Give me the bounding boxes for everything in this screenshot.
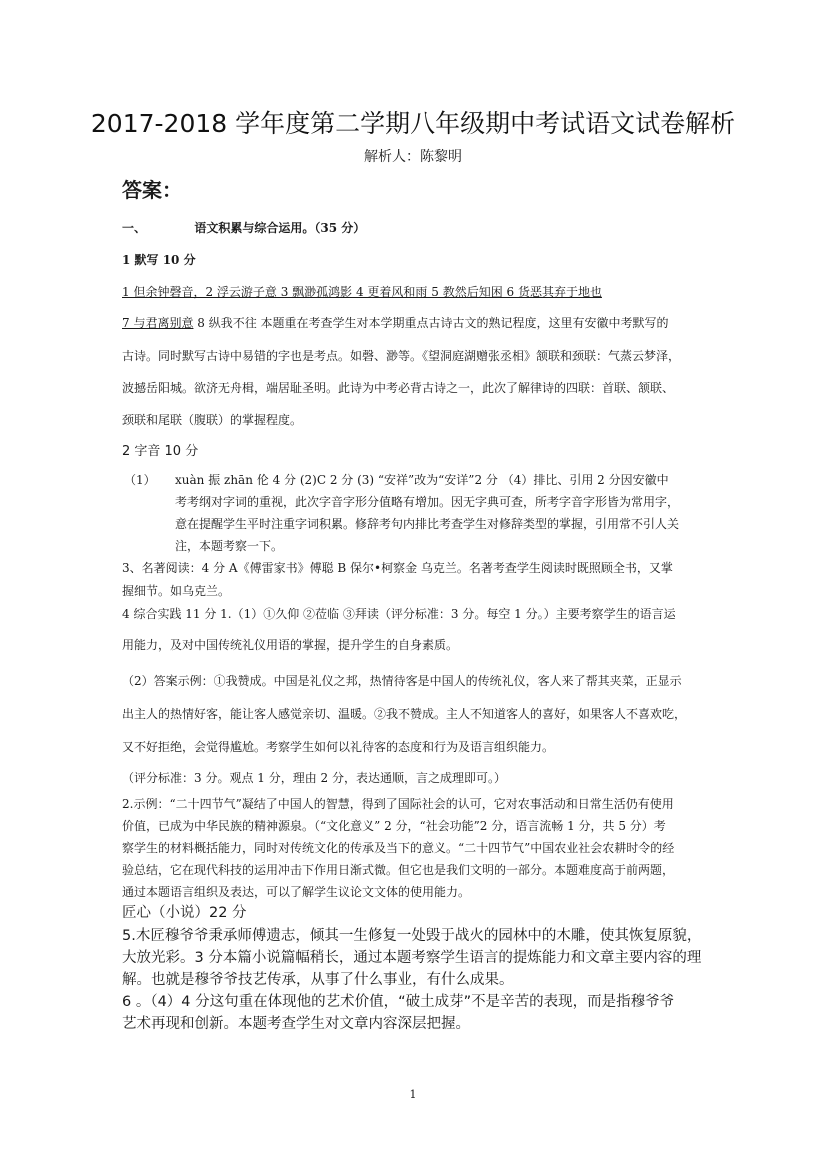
q2-heading: 2 字音 10 分 bbox=[122, 444, 199, 459]
section-heading bbox=[122, 220, 712, 236]
q6-line-1: 6 。（4）4 分这句重在体现他的艺术价值，“破土成芽”不是辛苦的表现，而是指穆爷爷 bbox=[122, 994, 675, 1010]
q1-heading: 1 默写 10 分 bbox=[122, 253, 196, 267]
answer-heading: 答案： bbox=[122, 178, 182, 202]
q4-2-line-3: 察学生的材料概括能力，同时对传统文化的传承及当下的意义。“二十四节气”中国农业社会农耕时令的经 bbox=[122, 841, 675, 855]
q6-line-2: 艺术再现和创新。本题考查学生对文章内容深层把握。 bbox=[122, 1016, 470, 1032]
q4-line-3: （2）答案示例：①我赞成。中国是礼仪之邦，热情待客是中国人的传统礼仪，客人来了帮其夹菜，正显示 bbox=[122, 674, 682, 688]
q4-line-1: 4 综合实践 11 分 1.（1）①久仰 ②莅临 ③拜读（评分标准：3 分。每空 1 分。）主要考察学生的语言运 bbox=[122, 607, 676, 621]
q1-line-4: 颈联和尾联（腹联）的掌握程度。 bbox=[122, 413, 303, 427]
q4-line-2: 用能力，及对中国传统礼仪用语的掌握，提升学生的自身素质。 bbox=[122, 638, 459, 652]
q1-answers-text: 1 但余钟磬音，2 浮云游子意 3 飘渺孤鸿影 4 更着风和雨 5 教然后知困 6 货恶其弃于地也 bbox=[122, 285, 602, 299]
q4-2-line-5: 通过本题语言组织及表达，可以了解学生议论文文体的使用能力。 bbox=[122, 885, 471, 899]
q3-line-2: 握细节。如乌克兰。 bbox=[122, 584, 231, 598]
q5-line-1: 5.木匠穆爷爷秉承师傅遗志，倾其一生修复一处毁于战火的园林中的木雕，使其恢复原貌， bbox=[122, 928, 702, 944]
q1-answers bbox=[122, 284, 712, 300]
q4-line-4: 出主人的热情好客，能让客人感觉亲切、温暖。②我不赞成。主人不知道客人的喜好，如果客人不喜欢吃， bbox=[122, 707, 687, 721]
q3-line-1: 3、名著阅读：4 分 A《傅雷家书》傅聪 B 保尔•柯察金 乌克兰。名著考查学生阅读时既照顾全书，又掌 bbox=[122, 561, 673, 575]
q5-line-2: 大放光彩。3 分本篇小说篇幅稍长，通过本题考察学生语言的提炼能力和文章主要内容的理 bbox=[122, 950, 702, 966]
q2-line-3: 意在提醒学生平时注重字词积累。修辞考句内排比考查学生对修辞类型的掌握，引用常不引人关 bbox=[175, 517, 680, 531]
q2-number: （1） bbox=[124, 473, 156, 487]
section-title: 语文积累与综合运用。（35 分） bbox=[194, 221, 366, 235]
q1-line-1-text: 8 纵我不往 本题重在考查学生对本学期重点古诗古文的熟记程度，这里有安徽中考默写的 bbox=[193, 316, 669, 330]
q1-answer-7: 7 与君离别意 bbox=[122, 316, 194, 330]
author-line: 解析人：陈黎明 bbox=[364, 149, 462, 165]
q4-2-line-4: 验总结，它在现代科技的运用冲击下作用日渐式微。但它也是我们文明的一部分。本题难度高于前两题， bbox=[122, 863, 675, 877]
q1-line-2: 古诗。同时默写古诗中易错的字也是考点。如磬、渺等。《望洞庭湖赠张丞相》颔联和颈联：气蒸云梦泽， bbox=[122, 349, 681, 363]
q2-line-4: 注，本题考察一下。 bbox=[175, 539, 284, 553]
document-title: 2017-2018 学年度第二学期八年级期中考试语文试卷解析 bbox=[90, 109, 736, 138]
page-number: 1 bbox=[409, 1088, 417, 1101]
q4-line-5: 又不好拒绝，会觉得尴尬。考察学生如何以礼待客的态度和行为及语言组织能力。 bbox=[122, 740, 555, 754]
q2-line-1: xuàn 振 zhān 伦 4 分 (2)C 2 分 (3) “安祥”改为“安详”2 分 （4）排比、引用 2 分因安徽中 bbox=[175, 473, 669, 487]
q5-line-3: 解。也就是穆爷爷技艺传承，从事了什么事业，有什么成果。 bbox=[122, 972, 514, 988]
q1-line-3: 波撼岳阳城。欲济无舟楫，端居耻圣明。此诗为中考必背古诗之一，此次了解律诗的四联：首联、颔联、 bbox=[122, 381, 675, 395]
novel-heading: 匠心（小说）22 分 bbox=[122, 905, 247, 921]
section-number: 一、 bbox=[122, 221, 147, 235]
q4-line-6: （评分标准：3 分。观点 1 分，理由 2 分，表达通顺，言之成理即可。） bbox=[122, 771, 506, 785]
q4-2-line-2: 价值，已成为中华民族的精神源泉。（“文化意义” 2 分，“社会功能”2 分，语言流畅 1 分，共 5 分）考 bbox=[122, 819, 666, 833]
q4-2-line-1: 2.示例：“二十四节气”凝结了中国人的智慧，得到了国际社会的认可，它对农事活动和日常生活仍有使用 bbox=[122, 797, 674, 811]
q1-line-1 bbox=[122, 315, 712, 331]
q2-line-2: 考考纲对字词的重视，此次字音字形分值略有增加。因无字典可查，所考字音字形皆为常用字， bbox=[175, 495, 680, 509]
